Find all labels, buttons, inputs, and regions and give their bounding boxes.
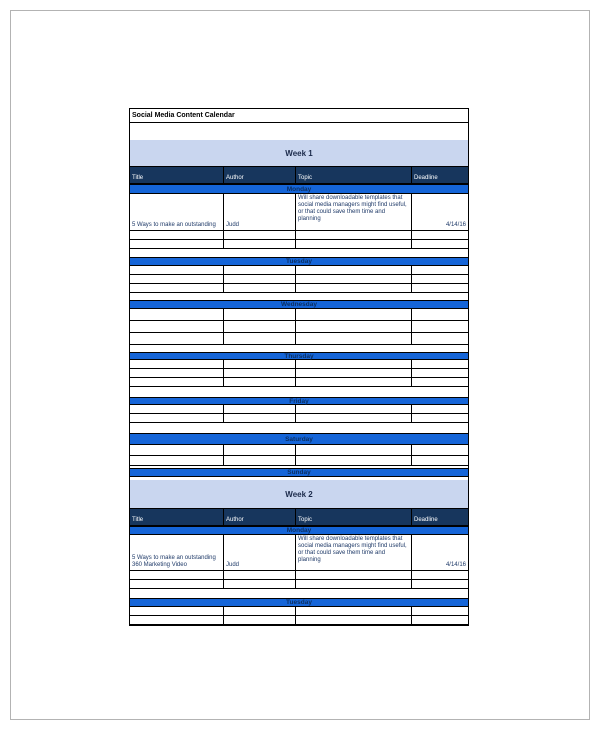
column-header-topic: Topic	[296, 167, 412, 183]
empty-row	[130, 405, 468, 414]
empty-row	[130, 414, 468, 423]
title-cell	[130, 414, 224, 423]
column-header-author: Author	[224, 509, 296, 525]
topic-cell	[296, 275, 412, 284]
empty-row	[130, 333, 468, 345]
day-band-tuesday: Tuesday	[130, 598, 468, 607]
empty-row	[130, 284, 468, 293]
deadline-cell	[412, 616, 468, 625]
deadline-cell: 4/14/16	[412, 194, 468, 231]
column-header-title: Title	[130, 509, 224, 525]
topic-cell	[296, 231, 412, 240]
deadline-cell	[412, 266, 468, 275]
title-cell	[130, 266, 224, 275]
entry-row	[130, 535, 468, 571]
empty-row	[130, 571, 468, 580]
author-cell	[224, 275, 296, 284]
empty-row	[130, 378, 468, 387]
topic-cell	[296, 321, 412, 333]
title-cell	[130, 240, 224, 249]
title-cell	[130, 378, 224, 387]
author-cell	[224, 266, 296, 275]
deadline-cell	[412, 378, 468, 387]
column-header-author: Author	[224, 167, 296, 183]
topic-cell	[296, 378, 412, 387]
author-cell	[224, 445, 296, 456]
topic-cell	[296, 571, 412, 580]
spacer-row	[130, 345, 468, 352]
column-header-row	[130, 509, 468, 526]
day-band-sunday: Sunday	[130, 468, 468, 477]
title-cell	[130, 321, 224, 333]
topic-cell	[296, 369, 412, 378]
title-cell	[130, 369, 224, 378]
spacer-row	[130, 589, 468, 598]
author-cell: Judd	[224, 535, 296, 571]
author-cell	[224, 571, 296, 580]
deadline-cell	[412, 456, 468, 466]
empty-row	[130, 456, 468, 466]
author-cell: Judd	[224, 194, 296, 231]
week-2-band: Week 2	[130, 480, 468, 509]
author-cell	[224, 607, 296, 616]
title-cell	[130, 231, 224, 240]
column-header-deadline: Deadline	[414, 175, 438, 181]
spacer-row	[130, 249, 468, 257]
deadline-cell	[412, 231, 468, 240]
empty-row	[130, 580, 468, 589]
title-cell: 5 Ways to make an outstanding	[130, 194, 224, 231]
spacer-row	[130, 293, 468, 300]
title-cell	[130, 571, 224, 580]
author-cell	[224, 616, 296, 625]
author-cell	[224, 231, 296, 240]
deadline-cell	[412, 240, 468, 249]
week-1-band: Week 1	[130, 140, 468, 167]
day-band-friday: Friday	[130, 397, 468, 405]
day-band-tuesday: Tuesday	[130, 257, 468, 266]
column-header-topic: Topic	[296, 509, 412, 525]
topic-cell	[296, 405, 412, 414]
title-cell	[130, 456, 224, 466]
title-cell: 5 Ways to make an outstanding 360 Marketing Video	[130, 535, 224, 571]
title-cell	[130, 275, 224, 284]
topic-cell	[296, 456, 412, 466]
author-cell	[224, 369, 296, 378]
author-cell	[224, 333, 296, 345]
spacer-row	[130, 423, 468, 433]
spacer-row	[130, 123, 468, 140]
empty-row	[130, 309, 468, 321]
author-cell	[224, 240, 296, 249]
deadline-cell	[412, 275, 468, 284]
deadline-cell	[412, 607, 468, 616]
topic-cell	[296, 580, 412, 589]
column-header-row	[130, 167, 468, 184]
entry-row	[130, 194, 468, 231]
title-cell	[130, 360, 224, 369]
empty-row	[130, 607, 468, 616]
topic-cell	[296, 445, 412, 456]
author-cell	[224, 580, 296, 589]
title-cell	[130, 616, 224, 625]
document-sheet	[10, 10, 590, 720]
empty-row	[130, 321, 468, 333]
day-band-monday: Monday	[130, 184, 468, 194]
column-header-deadline: Deadline	[414, 517, 438, 523]
author-cell	[224, 321, 296, 333]
title-cell	[130, 580, 224, 589]
content-calendar-table	[129, 108, 469, 626]
empty-row	[130, 266, 468, 275]
deadline-cell	[412, 309, 468, 321]
title-cell	[130, 607, 224, 616]
deadline-cell	[412, 333, 468, 345]
deadline-cell	[412, 360, 468, 369]
topic-cell	[296, 607, 412, 616]
empty-row	[130, 445, 468, 456]
topic-cell	[296, 360, 412, 369]
deadline-cell	[412, 369, 468, 378]
day-band-monday: Monday	[130, 526, 468, 535]
deadline-cell	[412, 571, 468, 580]
topic-cell	[296, 616, 412, 625]
topic-cell: Will share downloadable templates that social media managers might find useful, or that could save them time and planning	[296, 194, 412, 231]
deadline-cell	[412, 414, 468, 423]
empty-row	[130, 369, 468, 378]
title-cell	[130, 284, 224, 293]
deadline-cell: 4/14/16	[412, 535, 468, 571]
author-cell	[224, 378, 296, 387]
deadline-cell	[412, 445, 468, 456]
calendar-title: Social Media Content Calendar	[130, 109, 468, 123]
author-cell	[224, 414, 296, 423]
topic-cell	[296, 266, 412, 275]
author-cell	[224, 405, 296, 414]
title-cell	[130, 405, 224, 414]
topic-cell	[296, 284, 412, 293]
topic-cell	[296, 309, 412, 321]
deadline-cell	[412, 284, 468, 293]
empty-row	[130, 616, 468, 625]
topic-cell	[296, 414, 412, 423]
day-band-wednesday: Wednesday	[130, 300, 468, 309]
day-band-saturday: Saturday	[130, 433, 468, 445]
deadline-cell	[412, 580, 468, 589]
topic-cell	[296, 333, 412, 345]
title-cell	[130, 445, 224, 456]
title-cell	[130, 309, 224, 321]
day-band-thursday: Thursday	[130, 352, 468, 360]
empty-row	[130, 240, 468, 249]
deadline-cell	[412, 321, 468, 333]
author-cell	[224, 456, 296, 466]
topic-cell	[296, 240, 412, 249]
title-cell	[130, 333, 224, 345]
author-cell	[224, 309, 296, 321]
empty-row	[130, 360, 468, 369]
author-cell	[224, 284, 296, 293]
spacer-row	[130, 387, 468, 397]
author-cell	[224, 360, 296, 369]
column-header-title: Title	[130, 167, 224, 183]
empty-row	[130, 231, 468, 240]
empty-row	[130, 275, 468, 284]
deadline-cell	[412, 405, 468, 414]
topic-cell: Will share downloadable templates that social media managers might find useful, or that could save them time and planning	[296, 535, 412, 571]
